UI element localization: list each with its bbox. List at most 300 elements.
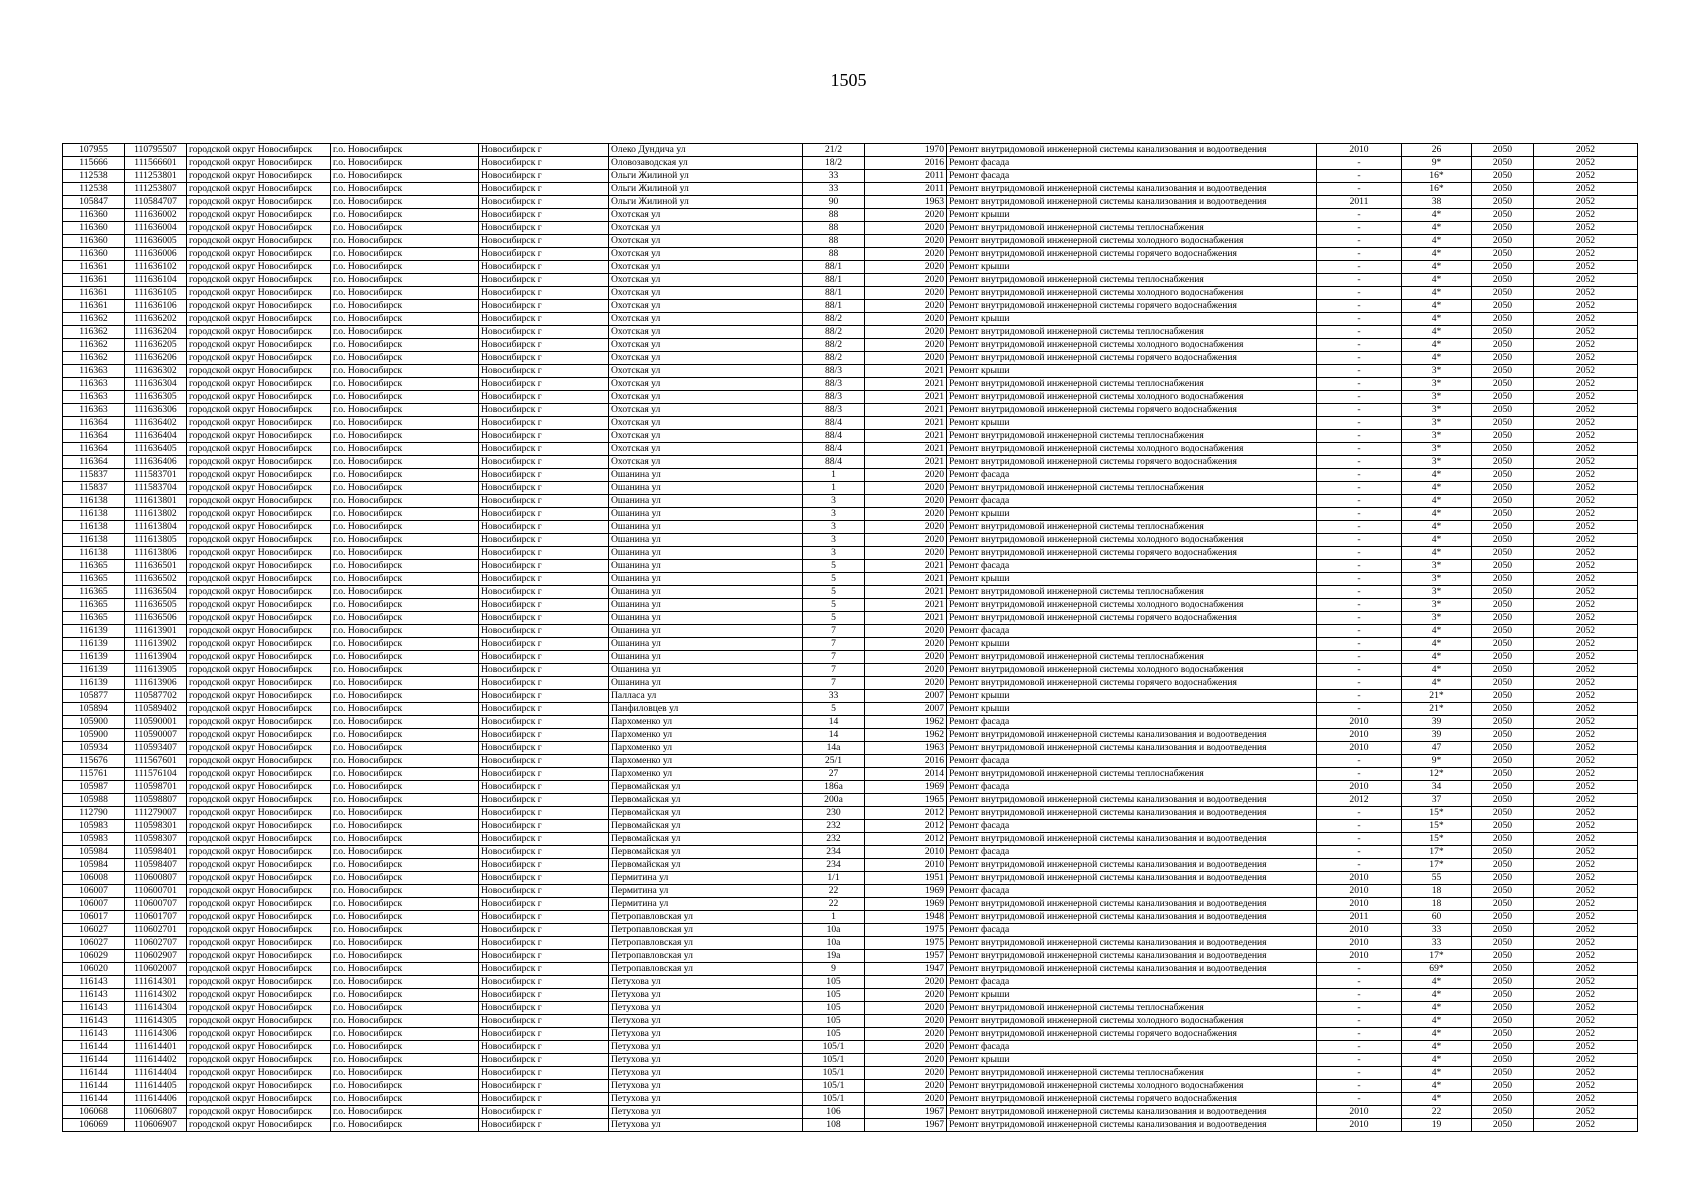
municipality-cell: городской округ Новосибирск: [187, 534, 331, 547]
city-cell: Новосибирск г: [479, 716, 609, 729]
start-year-cell: 2050: [1472, 911, 1534, 924]
start-year-cell: 2050: [1472, 326, 1534, 339]
last-repair-year-cell: 2010: [1317, 950, 1402, 963]
record-id-cell: 111636504: [125, 586, 187, 599]
house-number-cell: 88/4: [803, 443, 865, 456]
table-row: [63, 651, 1638, 664]
start-year-cell: 2050: [1472, 248, 1534, 261]
house-number-cell: 88/3: [803, 365, 865, 378]
end-year-cell: 2052: [1534, 846, 1638, 859]
municipality-cell: городской округ Новосибирск: [187, 547, 331, 560]
age-cell: 69*: [1402, 963, 1472, 976]
year-cell: 2020: [865, 300, 947, 313]
record-id-cell: 111636002: [125, 209, 187, 222]
start-year-cell: 2050: [1472, 495, 1534, 508]
city-cell: Новосибирск г: [479, 261, 609, 274]
record-id-cell: 111613804: [125, 521, 187, 534]
house-id-cell: 115837: [63, 469, 125, 482]
record-id-cell: 110598301: [125, 820, 187, 833]
end-year-cell: 2052: [1534, 235, 1638, 248]
district-cell: г.о. Новосибирск: [331, 612, 479, 625]
municipality-cell: городской округ Новосибирск: [187, 612, 331, 625]
table-row: [63, 768, 1638, 781]
table-row: [63, 534, 1638, 547]
city-cell: Новосибирск г: [479, 1002, 609, 1015]
city-cell: Новосибирск г: [479, 495, 609, 508]
street-cell: Ошанина ул: [609, 677, 803, 690]
start-year-cell: 2050: [1472, 690, 1534, 703]
end-year-cell: 2052: [1534, 274, 1638, 287]
age-cell: 18: [1402, 898, 1472, 911]
city-cell: Новосибирск г: [479, 638, 609, 651]
age-cell: 17*: [1402, 950, 1472, 963]
work-type-cell: Ремонт внутридомовой инженерной системы теплоснабжения: [947, 1002, 1317, 1015]
house-id-cell: 116138: [63, 547, 125, 560]
district-cell: г.о. Новосибирск: [331, 222, 479, 235]
street-cell: Ошанина ул: [609, 521, 803, 534]
table-row: [63, 287, 1638, 300]
house-number-cell: 5: [803, 586, 865, 599]
district-cell: г.о. Новосибирск: [331, 1041, 479, 1054]
last-repair-year-cell: -: [1317, 300, 1402, 313]
age-cell: 37: [1402, 794, 1472, 807]
street-cell: Охотская ул: [609, 430, 803, 443]
last-repair-year-cell: 2011: [1317, 911, 1402, 924]
street-cell: Ошанина ул: [609, 586, 803, 599]
work-type-cell: Ремонт фасада: [947, 716, 1317, 729]
city-cell: Новосибирск г: [479, 1028, 609, 1041]
street-cell: Охотская ул: [609, 443, 803, 456]
city-cell: Новосибирск г: [479, 885, 609, 898]
start-year-cell: 2050: [1472, 703, 1534, 716]
district-cell: г.о. Новосибирск: [331, 833, 479, 846]
age-cell: 21*: [1402, 690, 1472, 703]
city-cell: Новосибирск г: [479, 521, 609, 534]
age-cell: 33: [1402, 937, 1472, 950]
street-cell: Ошанина ул: [609, 482, 803, 495]
work-type-cell: Ремонт внутридомовой инженерной системы горячего водоснабжения: [947, 612, 1317, 625]
city-cell: Новосибирск г: [479, 287, 609, 300]
end-year-cell: 2052: [1534, 443, 1638, 456]
end-year-cell: 2052: [1534, 1067, 1638, 1080]
age-cell: 3*: [1402, 378, 1472, 391]
record-id-cell: 111636501: [125, 560, 187, 573]
start-year-cell: 2050: [1472, 300, 1534, 313]
last-repair-year-cell: -: [1317, 1067, 1402, 1080]
house-number-cell: 106: [803, 1106, 865, 1119]
work-type-cell: Ремонт внутридомовой инженерной системы канализования и водоотведения: [947, 183, 1317, 196]
record-id-cell: 110598701: [125, 781, 187, 794]
record-id-cell: 110795507: [125, 144, 187, 157]
district-cell: г.о. Новосибирск: [331, 144, 479, 157]
age-cell: 26: [1402, 144, 1472, 157]
last-repair-year-cell: 2010: [1317, 937, 1402, 950]
start-year-cell: 2050: [1472, 677, 1534, 690]
age-cell: 19: [1402, 1119, 1472, 1132]
record-id-cell: 110606907: [125, 1119, 187, 1132]
district-cell: г.о. Новосибирск: [331, 1028, 479, 1041]
city-cell: Новосибирск г: [479, 274, 609, 287]
district-cell: г.о. Новосибирск: [331, 651, 479, 664]
street-cell: Петухова ул: [609, 1106, 803, 1119]
house-number-cell: 9: [803, 963, 865, 976]
age-cell: 4*: [1402, 300, 1472, 313]
street-cell: Петухова ул: [609, 1002, 803, 1015]
table-row: [63, 885, 1638, 898]
district-cell: г.о. Новосибирск: [331, 365, 479, 378]
record-id-cell: 111613802: [125, 508, 187, 521]
end-year-cell: 2052: [1534, 287, 1638, 300]
table-row: [63, 222, 1638, 235]
city-cell: Новосибирск г: [479, 872, 609, 885]
end-year-cell: 2052: [1534, 417, 1638, 430]
end-year-cell: 2052: [1534, 625, 1638, 638]
house-number-cell: 33: [803, 690, 865, 703]
table-row: [63, 625, 1638, 638]
end-year-cell: 2052: [1534, 261, 1638, 274]
table-row: [63, 1106, 1638, 1119]
record-id-cell: 110601707: [125, 911, 187, 924]
age-cell: 4*: [1402, 989, 1472, 1002]
district-cell: г.о. Новосибирск: [331, 430, 479, 443]
district-cell: г.о. Новосибирск: [331, 1067, 479, 1080]
year-cell: 2012: [865, 833, 947, 846]
last-repair-year-cell: -: [1317, 664, 1402, 677]
end-year-cell: 2052: [1534, 456, 1638, 469]
street-cell: Петухова ул: [609, 1119, 803, 1132]
last-repair-year-cell: -: [1317, 482, 1402, 495]
street-cell: Пархоменко ул: [609, 716, 803, 729]
street-cell: Охотская ул: [609, 352, 803, 365]
end-year-cell: 2052: [1534, 690, 1638, 703]
year-cell: 2020: [865, 1080, 947, 1093]
end-year-cell: 2052: [1534, 755, 1638, 768]
house-number-cell: 27: [803, 768, 865, 781]
house-id-cell: 106027: [63, 937, 125, 950]
record-id-cell: 111613904: [125, 651, 187, 664]
district-cell: г.о. Новосибирск: [331, 404, 479, 417]
district-cell: г.о. Новосибирск: [331, 1080, 479, 1093]
start-year-cell: 2050: [1472, 352, 1534, 365]
municipality-cell: городской округ Новосибирск: [187, 794, 331, 807]
last-repair-year-cell: -: [1317, 235, 1402, 248]
table-row: [63, 144, 1638, 157]
age-cell: 4*: [1402, 1041, 1472, 1054]
house-id-cell: 112538: [63, 183, 125, 196]
year-cell: 2010: [865, 859, 947, 872]
city-cell: Новосибирск г: [479, 1054, 609, 1067]
year-cell: 2020: [865, 274, 947, 287]
house-id-cell: 116362: [63, 313, 125, 326]
house-id-cell: 116139: [63, 664, 125, 677]
end-year-cell: 2052: [1534, 924, 1638, 937]
start-year-cell: 2050: [1472, 1041, 1534, 1054]
year-cell: 2020: [865, 1093, 947, 1106]
table-row: [63, 521, 1638, 534]
house-id-cell: 116363: [63, 404, 125, 417]
last-repair-year-cell: -: [1317, 1093, 1402, 1106]
house-number-cell: 1: [803, 482, 865, 495]
house-id-cell: 116365: [63, 586, 125, 599]
year-cell: 1947: [865, 963, 947, 976]
street-cell: Оловозаводская ул: [609, 157, 803, 170]
record-id-cell: 111613901: [125, 625, 187, 638]
municipality-cell: городской округ Новосибирск: [187, 573, 331, 586]
table-row: [63, 430, 1638, 443]
record-id-cell: 111614402: [125, 1054, 187, 1067]
municipality-cell: городской округ Новосибирск: [187, 716, 331, 729]
municipality-cell: городской округ Новосибирск: [187, 742, 331, 755]
record-id-cell: 111636204: [125, 326, 187, 339]
municipality-cell: городской округ Новосибирск: [187, 313, 331, 326]
municipality-cell: городской округ Новосибирск: [187, 989, 331, 1002]
end-year-cell: 2052: [1534, 521, 1638, 534]
house-number-cell: 1/1: [803, 872, 865, 885]
table-row: [63, 924, 1638, 937]
street-cell: Пархоменко ул: [609, 742, 803, 755]
end-year-cell: 2052: [1534, 157, 1638, 170]
district-cell: г.о. Новосибирск: [331, 989, 479, 1002]
last-repair-year-cell: 2010: [1317, 716, 1402, 729]
municipality-cell: городской округ Новосибирск: [187, 1093, 331, 1106]
start-year-cell: 2050: [1472, 742, 1534, 755]
last-repair-year-cell: -: [1317, 651, 1402, 664]
age-cell: 3*: [1402, 560, 1472, 573]
district-cell: г.о. Новосибирск: [331, 690, 479, 703]
city-cell: Новосибирск г: [479, 482, 609, 495]
table-row: [63, 352, 1638, 365]
table-row: [63, 742, 1638, 755]
age-cell: 4*: [1402, 1002, 1472, 1015]
house-id-cell: 116365: [63, 573, 125, 586]
year-cell: 2014: [865, 768, 947, 781]
year-cell: 2021: [865, 456, 947, 469]
last-repair-year-cell: 2010: [1317, 729, 1402, 742]
table-row: [63, 417, 1638, 430]
work-type-cell: Ремонт внутридомовой инженерной системы канализования и водоотведения: [947, 729, 1317, 742]
house-number-cell: 105/1: [803, 1041, 865, 1054]
city-cell: Новосибирск г: [479, 534, 609, 547]
house-id-cell: 105987: [63, 781, 125, 794]
start-year-cell: 2050: [1472, 235, 1534, 248]
end-year-cell: 2052: [1534, 833, 1638, 846]
record-id-cell: 111613805: [125, 534, 187, 547]
start-year-cell: 2050: [1472, 261, 1534, 274]
record-id-cell: 111253807: [125, 183, 187, 196]
street-cell: Ольги Жилиной ул: [609, 183, 803, 196]
house-id-cell: 106068: [63, 1106, 125, 1119]
municipality-cell: городской округ Новосибирск: [187, 1080, 331, 1093]
year-cell: 2010: [865, 846, 947, 859]
table-row: [63, 339, 1638, 352]
district-cell: г.о. Новосибирск: [331, 846, 479, 859]
last-repair-year-cell: -: [1317, 391, 1402, 404]
table-row: [63, 677, 1638, 690]
house-id-cell: 106017: [63, 911, 125, 924]
house-id-cell: 116139: [63, 625, 125, 638]
start-year-cell: 2050: [1472, 183, 1534, 196]
work-type-cell: Ремонт фасада: [947, 560, 1317, 573]
last-repair-year-cell: -: [1317, 1015, 1402, 1028]
start-year-cell: 2050: [1472, 729, 1534, 742]
table-row: [63, 638, 1638, 651]
district-cell: г.о. Новосибирск: [331, 209, 479, 222]
city-cell: Новосибирск г: [479, 794, 609, 807]
work-type-cell: Ремонт внутридомовой инженерной системы канализования и водоотведения: [947, 833, 1317, 846]
last-repair-year-cell: -: [1317, 313, 1402, 326]
table-row: [63, 404, 1638, 417]
record-id-cell: 111614405: [125, 1080, 187, 1093]
age-cell: 4*: [1402, 274, 1472, 287]
work-type-cell: Ремонт фасада: [947, 157, 1317, 170]
table-row: [63, 976, 1638, 989]
city-cell: Новосибирск г: [479, 664, 609, 677]
start-year-cell: 2050: [1472, 404, 1534, 417]
start-year-cell: 2050: [1472, 365, 1534, 378]
house-id-cell: 107955: [63, 144, 125, 157]
start-year-cell: 2050: [1472, 872, 1534, 885]
start-year-cell: 2050: [1472, 560, 1534, 573]
work-type-cell: Ремонт крыши: [947, 638, 1317, 651]
house-id-cell: 116361: [63, 287, 125, 300]
district-cell: г.о. Новосибирск: [331, 456, 479, 469]
municipality-cell: городской округ Новосибирск: [187, 157, 331, 170]
last-repair-year-cell: -: [1317, 1054, 1402, 1067]
last-repair-year-cell: -: [1317, 833, 1402, 846]
district-cell: г.о. Новосибирск: [331, 261, 479, 274]
age-cell: 4*: [1402, 1093, 1472, 1106]
table-row: [63, 469, 1638, 482]
work-type-cell: Ремонт внутридомовой инженерной системы холодного водоснабжения: [947, 1015, 1317, 1028]
street-cell: Охотская ул: [609, 326, 803, 339]
start-year-cell: 2050: [1472, 755, 1534, 768]
age-cell: 4*: [1402, 534, 1472, 547]
end-year-cell: 2052: [1534, 638, 1638, 651]
work-type-cell: Ремонт внутридомовой инженерной системы теплоснабжения: [947, 1067, 1317, 1080]
end-year-cell: 2052: [1534, 911, 1638, 924]
work-type-cell: Ремонт фасада: [947, 820, 1317, 833]
district-cell: г.о. Новосибирск: [331, 339, 479, 352]
municipality-cell: городской округ Новосибирск: [187, 300, 331, 313]
start-year-cell: 2050: [1472, 469, 1534, 482]
start-year-cell: 2050: [1472, 378, 1534, 391]
work-type-cell: Ремонт внутридомовой инженерной системы холодного водоснабжения: [947, 339, 1317, 352]
last-repair-year-cell: -: [1317, 625, 1402, 638]
record-id-cell: 111636405: [125, 443, 187, 456]
last-repair-year-cell: -: [1317, 261, 1402, 274]
work-type-cell: Ремонт внутридомовой инженерной системы горячего водоснабжения: [947, 1093, 1317, 1106]
record-id-cell: 111613902: [125, 638, 187, 651]
year-cell: 2020: [865, 313, 947, 326]
city-cell: Новосибирск г: [479, 1015, 609, 1028]
municipality-cell: городской округ Новосибирск: [187, 911, 331, 924]
age-cell: 4*: [1402, 313, 1472, 326]
district-cell: г.о. Новосибирск: [331, 911, 479, 924]
start-year-cell: 2050: [1472, 1028, 1534, 1041]
record-id-cell: 111614301: [125, 976, 187, 989]
house-number-cell: 7: [803, 625, 865, 638]
street-cell: Петропавловская ул: [609, 911, 803, 924]
table-row: [63, 482, 1638, 495]
house-id-cell: 116138: [63, 521, 125, 534]
last-repair-year-cell: -: [1317, 222, 1402, 235]
work-type-cell: Ремонт внутридомовой инженерной системы теплоснабжения: [947, 326, 1317, 339]
house-id-cell: 116143: [63, 1002, 125, 1015]
last-repair-year-cell: -: [1317, 846, 1402, 859]
district-cell: г.о. Новосибирск: [331, 534, 479, 547]
end-year-cell: 2052: [1534, 898, 1638, 911]
work-type-cell: Ремонт внутридомовой инженерной системы горячего водоснабжения: [947, 248, 1317, 261]
end-year-cell: 2052: [1534, 872, 1638, 885]
record-id-cell: 111636406: [125, 456, 187, 469]
work-type-cell: Ремонт внутридомовой инженерной системы канализования и водоотведения: [947, 794, 1317, 807]
table-row: [63, 443, 1638, 456]
year-cell: 2021: [865, 404, 947, 417]
municipality-cell: городской округ Новосибирск: [187, 274, 331, 287]
city-cell: Новосибирск г: [479, 235, 609, 248]
house-id-cell: 116360: [63, 222, 125, 235]
age-cell: 39: [1402, 716, 1472, 729]
table-row: [63, 950, 1638, 963]
work-type-cell: Ремонт внутридомовой инженерной системы горячего водоснабжения: [947, 352, 1317, 365]
street-cell: Петухова ул: [609, 1028, 803, 1041]
record-id-cell: 111636006: [125, 248, 187, 261]
house-id-cell: 116363: [63, 378, 125, 391]
house-id-cell: 116138: [63, 508, 125, 521]
year-cell: 2021: [865, 391, 947, 404]
district-cell: г.о. Новосибирск: [331, 638, 479, 651]
city-cell: Новосибирск г: [479, 768, 609, 781]
house-id-cell: 112538: [63, 170, 125, 183]
city-cell: Новосибирск г: [479, 339, 609, 352]
year-cell: 1967: [865, 1119, 947, 1132]
street-cell: Охотская ул: [609, 391, 803, 404]
work-type-cell: Ремонт фасада: [947, 170, 1317, 183]
house-number-cell: 14: [803, 716, 865, 729]
work-type-cell: Ремонт внутридомовой инженерной системы канализования и водоотведения: [947, 898, 1317, 911]
table-row: [63, 859, 1638, 872]
age-cell: 47: [1402, 742, 1472, 755]
city-cell: Новосибирск г: [479, 846, 609, 859]
last-repair-year-cell: 2010: [1317, 781, 1402, 794]
house-number-cell: 88: [803, 222, 865, 235]
start-year-cell: 2050: [1472, 1106, 1534, 1119]
work-type-cell: Ремонт внутридомовой инженерной системы теплоснабжения: [947, 651, 1317, 664]
last-repair-year-cell: 2010: [1317, 144, 1402, 157]
municipality-cell: городской округ Новосибирск: [187, 625, 331, 638]
table-row: [63, 261, 1638, 274]
house-id-cell: 116360: [63, 209, 125, 222]
district-cell: г.о. Новосибирск: [331, 326, 479, 339]
last-repair-year-cell: -: [1317, 820, 1402, 833]
municipality-cell: городской округ Новосибирск: [187, 755, 331, 768]
record-id-cell: 111614401: [125, 1041, 187, 1054]
last-repair-year-cell: -: [1317, 443, 1402, 456]
house-number-cell: 90: [803, 196, 865, 209]
street-cell: Пархоменко ул: [609, 729, 803, 742]
year-cell: 2020: [865, 495, 947, 508]
city-cell: Новосибирск г: [479, 443, 609, 456]
municipality-cell: городской округ Новосибирск: [187, 638, 331, 651]
work-type-cell: Ремонт внутридомовой инженерной системы горячего водоснабжения: [947, 547, 1317, 560]
age-cell: 16*: [1402, 170, 1472, 183]
city-cell: Новосибирск г: [479, 1119, 609, 1132]
house-number-cell: 88: [803, 235, 865, 248]
house-number-cell: 105: [803, 989, 865, 1002]
municipality-cell: городской округ Новосибирск: [187, 248, 331, 261]
work-type-cell: Ремонт крыши: [947, 508, 1317, 521]
district-cell: г.о. Новосибирск: [331, 742, 479, 755]
